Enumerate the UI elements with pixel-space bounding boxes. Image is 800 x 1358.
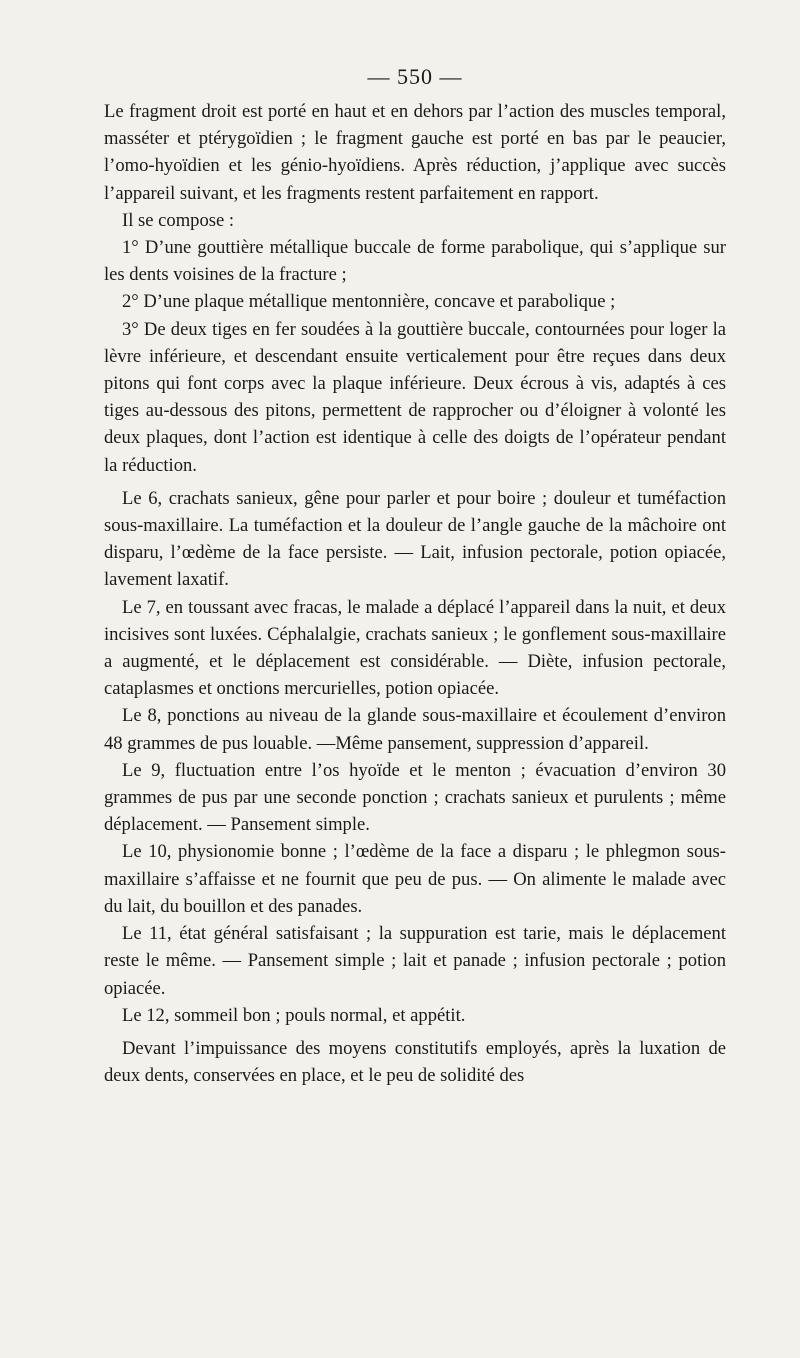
paragraph: Devant l’impuissance des moyens constitutifs employés, après la luxation de deux dents, conservées en place, et le peu de solidité des bbox=[104, 1037, 726, 1087]
paragraph: Le 10, physionomie bonne ; l’œdème de la face a disparu ; le phlegmon sous-maxillaire s’affaisse et ne fournit que peu de pus. — On alimente le malade avec du lait, du bouillon et des panades. bbox=[104, 841, 726, 917]
paragraph: 1° D’une gouttière métallique buccale de forme parabolique, qui s’applique sur les dents voisines de la fracture ; bbox=[104, 237, 726, 286]
paragraph: Le fragment droit est porté en haut et en dehors par l’action des muscles temporal, masséter et ptérygoïdien ; le fragment gauche est porté en bas par le peaucier, l’omo-hyoïdien et les génio-hyoïdiens. Après réduction, j’applique avec succès l’appareil suivant, et les fragments restent parfaitement en rapport. bbox=[104, 101, 726, 204]
paragraph: 3° De deux tiges en fer soudées à la gouttière buccale, contournées pour loger la lèvre inférieure, et descendant ensuite verticalement pour être reçues dans deux pitons qui font corps avec la plaque inférieure. Deux écrous à vis, adaptés à ces tiges au-dessous des pitons, permettent de rapprocher ou d’éloigner à volonté les deux plaques, dont l’action est identique à celle des doigts de l’opérateur pendant la réduction. bbox=[104, 318, 726, 476]
paragraph: Il se compose : bbox=[122, 209, 235, 231]
paragraph: Le 9, fluctuation entre l’os hyoïde et le menton ; évacuation d’environ 30 grammes de pus par une seconde ponction ; crachats sanieux et purulents ; même déplacement. — Pansement simple. bbox=[104, 759, 726, 836]
paragraph: Le 7, en toussant avec fracas, le malade a déplacé l’appareil dans la nuit, et deux incisives sont luxées. Céphalalgie, crachats sanieux ; le gonflement sous-maxillaire a augmenté, et le déplacement est considérable. — Diète, infusion pectorale, cataplasmes et onctions mercurielles, potion opiacée. bbox=[104, 596, 726, 700]
paragraph: Le 11, état général satisfaisant ; la suppuration est tarie, mais le déplacement reste le même. — Pansement simple ; lait et panade ; infusion pectorale ; potion opiacée. bbox=[104, 923, 726, 999]
paragraph: 2° D’une plaque métallique mentonnière, concave et parabolique ; bbox=[122, 291, 616, 313]
paragraph: Le 12, sommeil bon ; pouls normal, et appétit. bbox=[122, 1004, 466, 1026]
page-number: — 550 — bbox=[367, 64, 463, 89]
body-text bbox=[104, 98, 726, 1089]
paragraph: Le 8, ponctions au niveau de la glande sous-maxillaire et écoulement d’environ 48 grammes de pus louable. —Même pansement, suppression d’appareil. bbox=[104, 705, 726, 754]
paragraph: Le 6, crachats sanieux, gêne pour parler et pour boire ; douleur et tuméfaction sous-maxillaire. La tuméfaction et la douleur de l’angle gauche de la mâchoire ont disparu, l’œdème de la face persiste. — Lait, infusion pectorale, potion opiacée, lavement laxatif. bbox=[104, 487, 726, 591]
